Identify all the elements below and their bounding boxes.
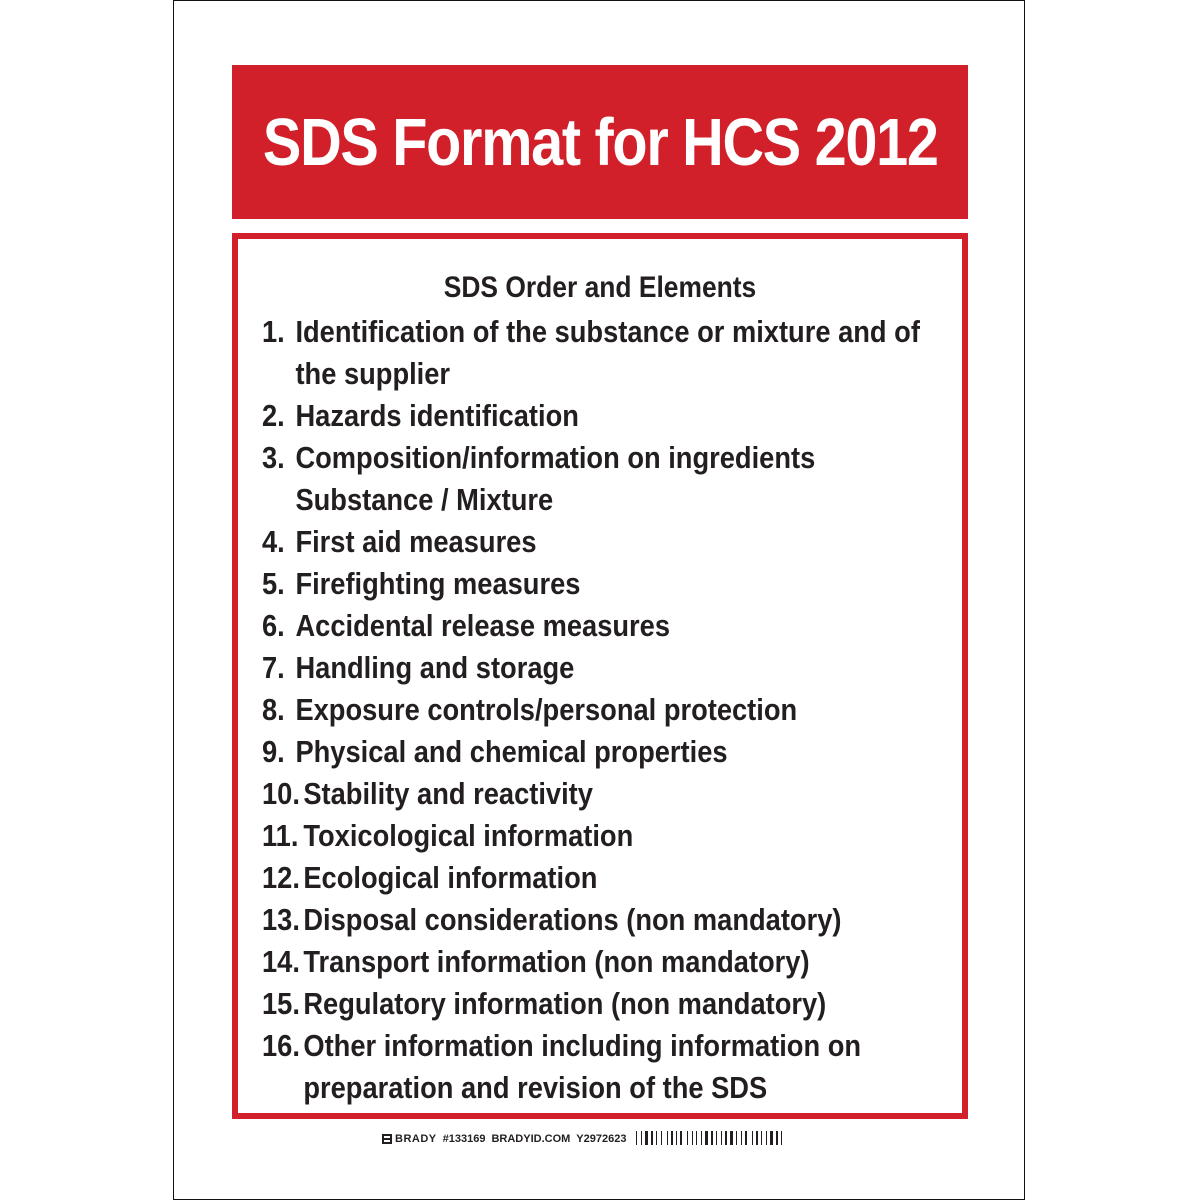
item-text: Hazards identification: [295, 398, 579, 433]
barcode-bar: [651, 1131, 653, 1145]
barcode-bar: [776, 1131, 778, 1145]
list-item: [262, 395, 931, 437]
list-item: [262, 899, 931, 941]
item-number: 15.: [262, 986, 300, 1021]
barcode-bar: [676, 1131, 677, 1145]
list-item: [262, 1025, 931, 1109]
item-text: Exposure controls/personal protection: [295, 692, 798, 727]
footer: [382, 1131, 626, 1147]
content-box: [232, 233, 968, 1119]
barcode-bar: [661, 1131, 662, 1145]
item-text: Handling and storage: [295, 650, 575, 685]
list-item: [262, 521, 931, 563]
item-text: Firefighting measures: [295, 566, 581, 601]
barcode-bar: [705, 1131, 708, 1145]
section-heading: SDS Order and Elements: [443, 271, 757, 304]
item-text: Physical and chemical properties: [295, 734, 728, 769]
item-number: 12.: [262, 860, 300, 895]
barcode-bar: [645, 1131, 648, 1145]
barcode-bar: [730, 1131, 733, 1145]
barcode-bar: [711, 1131, 713, 1145]
title-banner: [232, 65, 968, 219]
list-item: [262, 857, 931, 899]
list-item: [262, 941, 931, 983]
item-number: 14.: [262, 944, 300, 979]
barcode-bar: [696, 1131, 697, 1145]
list-item: [262, 647, 931, 689]
barcode-bar: [756, 1131, 758, 1145]
barcode-bar: [736, 1131, 737, 1145]
barcode-bar: [636, 1131, 637, 1145]
barcode-bar: [781, 1131, 782, 1145]
item-number: 10.: [262, 776, 300, 811]
barcode-bar: [701, 1131, 702, 1145]
item-number: 11.: [262, 818, 299, 853]
barcode-bar: [761, 1131, 762, 1145]
list-item: [262, 689, 931, 731]
barcode-bar: [770, 1131, 773, 1145]
barcode-bar: [741, 1131, 742, 1145]
item-number: 8.: [262, 692, 285, 727]
list-item: [262, 815, 931, 857]
item-number: 9.: [262, 734, 285, 769]
item-text: Regulatory information (non mandatory): [303, 986, 827, 1021]
barcode-bar: [680, 1131, 682, 1145]
item-text: Other information including information on preparation and revision of the SDS: [303, 1028, 862, 1105]
brady-logo: [382, 1133, 437, 1145]
barcode-icon: [636, 1131, 816, 1145]
item-number: 5.: [262, 566, 285, 601]
barcode-bar: [641, 1131, 642, 1145]
barcode-bar: [721, 1131, 722, 1145]
item-text: Transport information (non mandatory): [303, 944, 810, 979]
item-number: 1.: [262, 314, 285, 349]
brady-logo-icon: [382, 1134, 392, 1144]
website: BRADYID.COM: [491, 1133, 571, 1145]
list-item: [262, 437, 931, 521]
item-number: 3.: [262, 440, 285, 475]
list-item: [262, 731, 931, 773]
item-text: First aid measures: [295, 524, 537, 559]
barcode-bar: [667, 1131, 668, 1145]
barcode-bar: [692, 1131, 693, 1145]
barcode-bar: [752, 1131, 753, 1145]
item-number: 16.: [262, 1028, 300, 1063]
item-number: 4.: [262, 524, 285, 559]
brand-name: BRADY: [395, 1133, 437, 1145]
barcode-bar: [656, 1131, 657, 1145]
item-text: Toxicological information: [303, 818, 634, 853]
item-number: 2.: [262, 398, 285, 433]
item-number: 13.: [262, 902, 300, 937]
product-code: Y2972623: [576, 1133, 627, 1145]
list-item: [262, 605, 931, 647]
item-text: Stability and reactivity: [303, 776, 593, 811]
sds-sections-list: [262, 311, 931, 1109]
barcode-bar: [687, 1131, 688, 1145]
item-text: Disposal considerations (non mandatory): [303, 902, 842, 937]
barcode-bar: [716, 1131, 717, 1145]
item-text: Ecological information: [303, 860, 598, 895]
barcode-bar: [671, 1131, 673, 1145]
product-number: #133169: [442, 1133, 486, 1145]
item-text: Composition/information on ingredients Substance / Mixture: [295, 440, 816, 517]
list-item: [262, 311, 931, 395]
barcode-bar: [745, 1131, 747, 1145]
list-item: [262, 563, 931, 605]
list-item: [262, 773, 931, 815]
item-number: 7.: [262, 650, 285, 685]
item-text: Accidental release measures: [295, 608, 671, 643]
list-item: [262, 983, 931, 1025]
barcode-bar: [766, 1131, 767, 1145]
sign-title: SDS Format for HCS 2012: [262, 104, 938, 180]
barcode-bar: [725, 1131, 727, 1145]
item-text: Identification of the substance or mixture and of the supplier: [295, 314, 920, 391]
item-number: 6.: [262, 608, 285, 643]
